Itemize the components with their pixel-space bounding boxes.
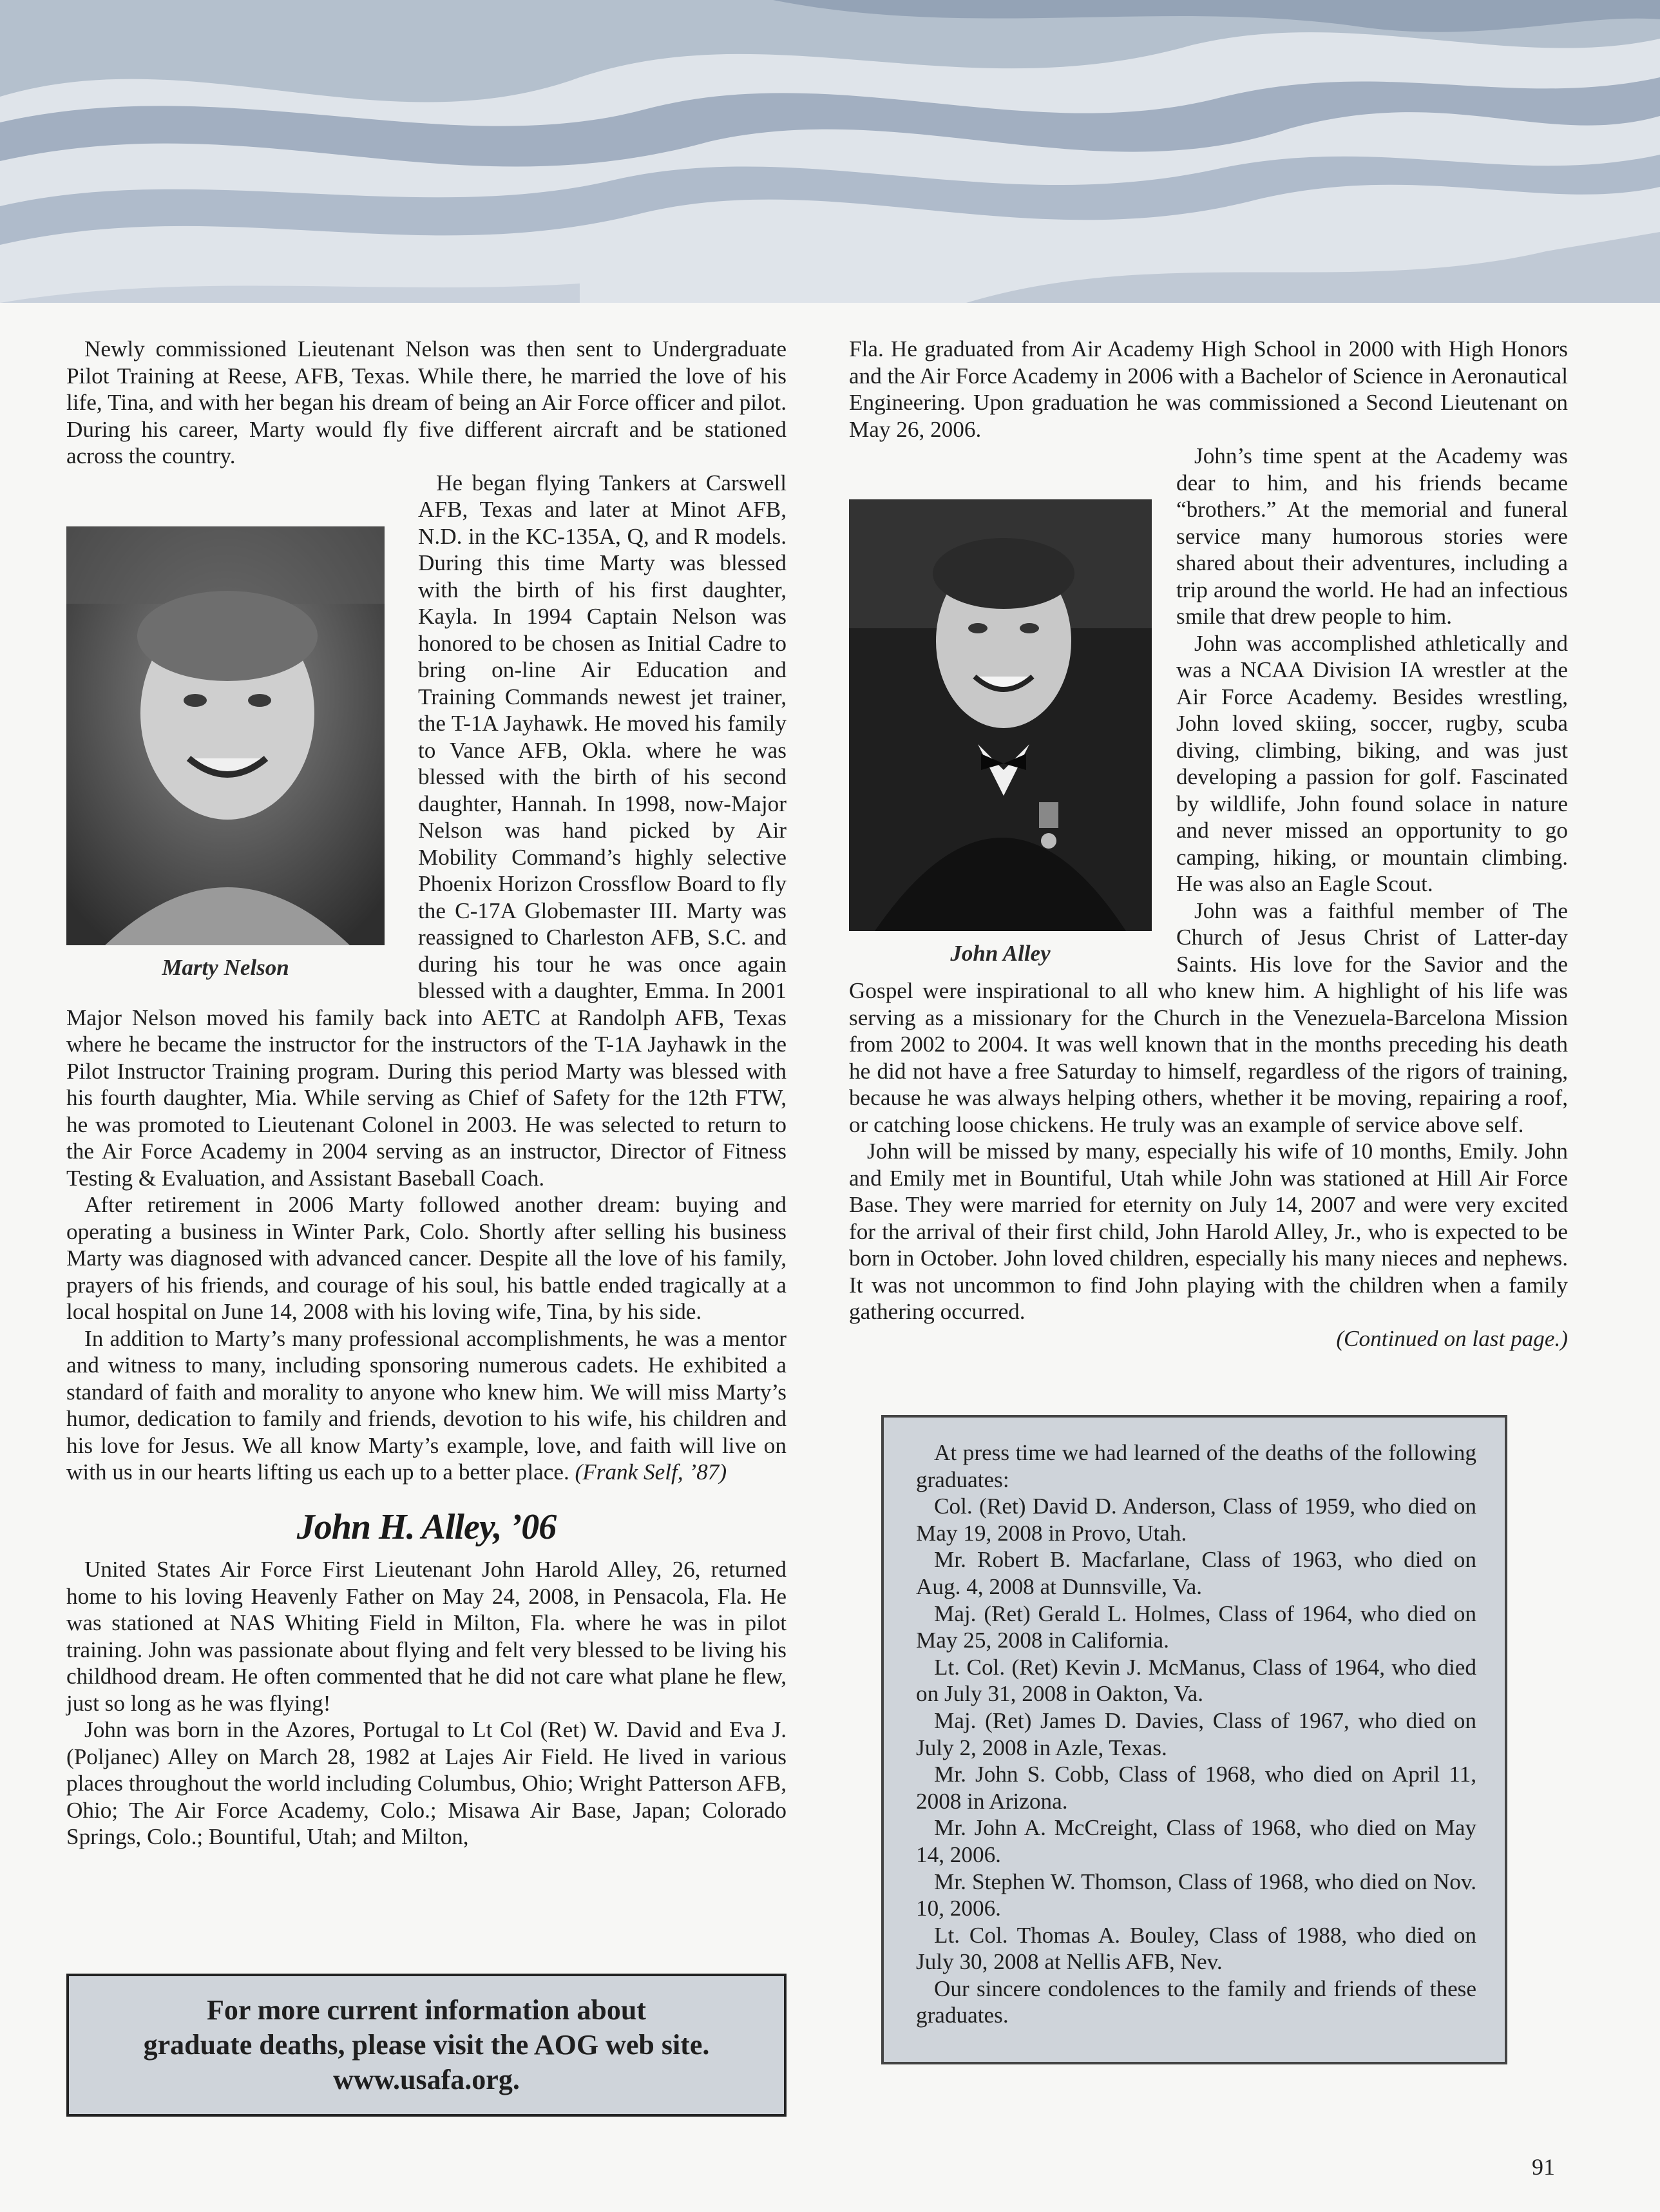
paragraph: John was a faithful member of The Church of Jesus Christ of Latter-day Saints. His love for the Savior and the Gospel were inspirational to all who knew him. A highlight of his life was serving as a missionary for the Church in the Venezuela-Barcelona Mission from 2002 to 2004. It was well known that in the months preceding his death he did not have a free Saturday to himself, regardless of the rigors of training, because he was always helping others, whether it be moving, repairing a roof, or catching loose chickens. He truly was an example of service above self. xyxy=(849,898,1568,1137)
paragraph: After retirement in 2006 Marty followed another dream: buying and operating a business in Winter Park, Colo. Shortly after selling his business Marty was diagnosed with advanced cancer. Despite all the love of his family, prayers of his friends, and courage of his soul, his battle ended tragically at a local hospital on June 14, 2008 with his loving wife, Tina, by his side. xyxy=(66,1192,787,1324)
left-column-content xyxy=(66,336,787,1851)
aog-website-link[interactable]: www.usafa.org. xyxy=(333,2064,520,2095)
continued-note: (Continued on last page.) xyxy=(1336,1325,1568,1351)
paragraph-with-photo xyxy=(66,470,787,1192)
aog-line: For more current information about xyxy=(207,1994,646,2026)
press-paragraph: Mr. John S. Cobb, Class of 1968, who died on April 11, 2008 in Arizona. xyxy=(916,1762,1476,1814)
paragraph-with-photo xyxy=(849,443,1568,1138)
paragraph xyxy=(66,1325,787,1486)
author-signature: (Frank Self, ’87) xyxy=(575,1459,727,1485)
press-paragraph: Our sincere condolences to the family and friends of these graduates. xyxy=(916,1976,1476,2028)
paragraph: John was accomplished athletically and was a NCAA Division IA wrestler at the Air Force Academy. Besides wrestling, John loved skiing, soccer, rugby, scuba diving, climbing, biking, and was just developing a passion for golf. Fascinated by wildlife, John found solace in nature and never missed an opportunity to go camping, hiking, or mountain climbing. He was also an Eagle Scout. xyxy=(1176,630,1568,896)
aog-website-box xyxy=(66,1974,787,2117)
paragraph-text: In addition to Marty’s many professional accomplishments, he was a mentor and witness to many, including sponsoring numerous cadets. He exhibited a standard of faith and morality to anyone who knew him. We will miss Marty’s humor, dedication to family and friends, devotion to his wife, his children and his love for Jesus. We all know Marty’s example, love, and faith will live on with us in our hearts lifting us each up to a better place. xyxy=(66,1325,787,1485)
header-watercolor-banner xyxy=(0,0,1660,303)
photo-caption-john-alley: John Alley xyxy=(950,941,1051,966)
paragraph: John was born in the Azores, Portugal to Lt Col (Ret) W. David and Eva J. (Poljanec) Alley on March 28, 1982 at Lajes Air Field. He lived in various places throughout the world including Columbus, Ohio; Wright Patterson AFB, Ohio; The Air Force Academy, Colo.; Misawa Air Base, Japan; Colorado Springs, Colo.; Bountiful, Utah; and Milton, xyxy=(66,1717,787,1849)
press-paragraph: At press time we had learned of the deaths of the following graduates: xyxy=(916,1440,1476,1492)
paragraph: John will be missed by many, especially his wife of 10 months, Emily. John and Emily met in Bountiful, Utah while John was stationed at Hill Air Force Base. They were married for eternity on July 14, 2007 and were very excited for the arrival of their first child, John Harold Alley, Jr., who is expected to be born in October. John loved children, especially his many nieces and nephews. It was not uncommon to find John playing with the children when a family gathering occurred. xyxy=(849,1139,1568,1324)
press-paragraph: Mr. Stephen W. Thomson, Class of 1968, who died on Nov. 10, 2006. xyxy=(916,1869,1476,1921)
paragraph: John’s time spent at the Academy was dear to him, and his friends became “brothers.” At the memorial and funeral service many humorous stories were shared about their adventures, including a trip around the world. He had an infectious smile that drew people to him. xyxy=(1176,443,1568,629)
right-column-content xyxy=(849,336,1568,1352)
press-paragraph: Mr. John A. McCreight, Class of 1968, who died on May 14, 2006. xyxy=(916,1815,1476,1867)
press-time-deaths-text xyxy=(916,1439,1476,2029)
paragraph: He began flying Tankers at Carswell AFB, Texas and later at Minot AFB, N.D. in the KC-135A, Q, and R models. During this time Marty was blessed with the birth of his first daughter, Kayla. In 1994 Captain Nelson was honored to be chosen as Initial Cadre to bring on-line Air Education and Training Commands newest jet trainer, the T-1A Jayhawk. He moved his family to Vance AFB, Okla. where he was blessed with the birth of his second daughter, Hannah. In 1998, now-Major Nelson was hand picked by Air Mobility Command’s highly selective Phoenix Horizon Crossflow Board to fly the C-17A Globemaster III. Marty was reassigned to Charleston AFB, S.C. and during his tour he was once again blessed with a daughter, Emma. In 2001 Major Nelson moved his family back into AETC at Randolph AFB, Texas where he became the instructor for the instructors of the T-1A Jayhawk in the Pilot Instructor Training program. During this period Marty was blessed with his fourth daughter, Mia. While serving as Chief of Safety for the 12th FTW, he was promoted to Lieutenant Colonel in 2003. He was selected to return to the Air Force Academy in 2004 serving as an instructor, Director of Fitness Testing & Evaluation, and Assistant Baseball Coach. xyxy=(66,470,787,1191)
john-alley-photo-block xyxy=(849,499,1152,967)
press-paragraph: Maj. (Ret) James D. Davies, Class of 1967, who died on July 2, 2008 in Azle, Texas. xyxy=(916,1707,1476,1760)
press-paragraph: Lt. Col. (Ret) Kevin J. McManus, Class of 1964, who died on July 31, 2008 in Oakton, Va. xyxy=(916,1654,1476,1707)
section-title-john-alley: John H. Alley, ’06 xyxy=(296,1506,557,1547)
press-paragraph: Mr. Robert B. Macfarlane, Class of 1963, who died on Aug. 4, 2008 at Dunnsville, Va. xyxy=(916,1547,1476,1599)
marty-nelson-photo-block xyxy=(66,526,385,981)
page-number: 91 xyxy=(1532,2154,1555,2180)
press-paragraph: Maj. (Ret) Gerald L. Holmes, Class of 1964, who died on May 25, 2008 in California. xyxy=(916,1601,1476,1653)
press-time-deaths-box xyxy=(881,1415,1507,2064)
paragraph: Fla. He graduated from Air Academy High School in 2000 with High Honors and the Air Force Academy in 2006 with a Bachelor of Science in Aeronautical Engineering. Upon graduation he was commissioned a Second Lieutenant on May 26, 2006. xyxy=(849,336,1568,442)
photo-caption-marty-nelson: Marty Nelson xyxy=(162,954,289,980)
press-paragraph: Col. (Ret) David D. Anderson, Class of 1959, who died on May 19, 2008 in Provo, Utah. xyxy=(916,1494,1476,1546)
paragraph: United States Air Force First Lieutenant John Harold Alley, 26, returned home to his loving Heavenly Father on May 24, 2008, in Pensacola, Fla. He was stationed at NAS Whiting Field in Milton, Fla. where he was in pilot training. John was passionate about flying and felt very blessed to be living his childhood dream. He often commented that he did not care what plane he flew, just so long as he was flying! xyxy=(66,1557,787,1716)
john-alley-photo xyxy=(849,499,1152,931)
press-paragraph: Lt. Col. Thomas A. Bouley, Class of 1988, who died on July 30, 2008 at Nellis AFB, Nev. xyxy=(916,1922,1476,1975)
aog-line: graduate deaths, please visit the AOG web site. xyxy=(143,2029,710,2061)
marty-nelson-photo xyxy=(66,526,385,945)
paragraph: Newly commissioned Lieutenant Nelson was then sent to Undergraduate Pilot Training at Reese, AFB, Texas. While there, he married the love of his life, Tina, and with her began his dream of being an Air Force officer and pilot. During his career, Marty would fly five different aircraft and be stationed across the country. xyxy=(66,336,787,468)
